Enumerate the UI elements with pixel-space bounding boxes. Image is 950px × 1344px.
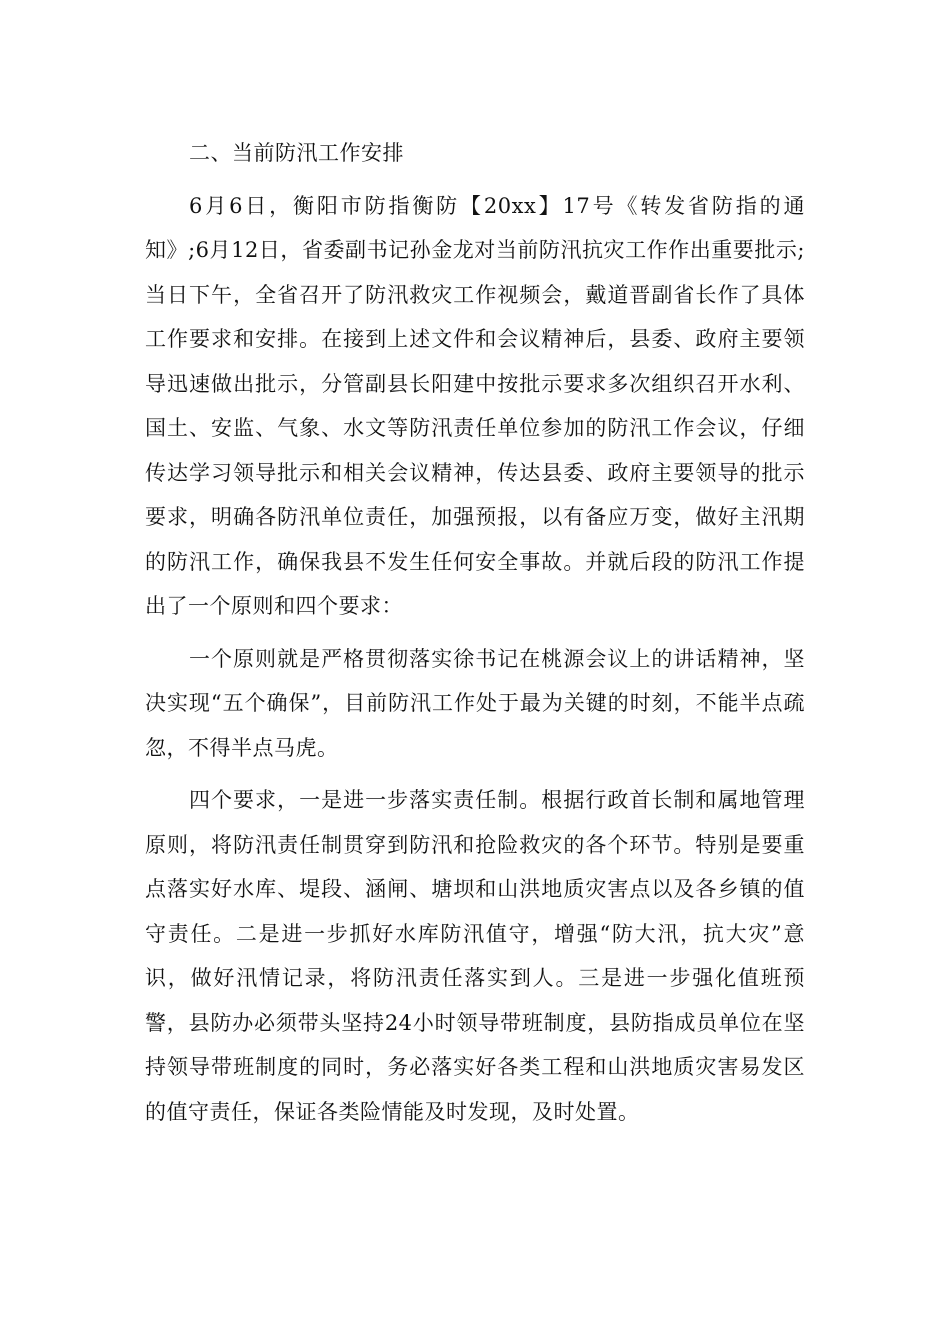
paragraph-notice: 6月6日，衡阳市防指衡防【20xx】17号《转发省防指的通知》;6月12日，省委副书记孙金龙对当前防汛抗灾工作作出重要批示;当日下午，全省召开了防汛救灾工作视频会，戴道晋副省长作了具体工作要求和安排。在接到上述文件和会议精神后，县委、政府主要领导迅速做出批示，分管副县长阳建中按批示要求多次组织召开水利、国土、安监、气象、水文等防汛责任单位参加的防汛工作会议，仔细传达学习领导批示和相关会议精神，传达县委、政府主要领导的批示要求，明确各防汛单位责任，加强预报，以有备应万变，做好主汛期的防汛工作，确保我县不发生任何安全事故。并就后段的防汛工作提出了一个原则和四个要求：: [145, 193, 805, 618]
paragraph-principle: 一个原则就是严格贯彻落实徐书记在桃源会议上的讲话精神，坚决实现“五个确保”，目前防汛工作处于最为关键的时刻，不能半点疏忽，不得半点马虎。: [145, 646, 805, 760]
document-body: [145, 131, 805, 1142]
section-heading: 二、当前防汛工作安排: [189, 141, 404, 165]
paragraph-requirements: 四个要求，一是进一步落实责任制。根据行政首长制和属地管理原则，将防汛责任制贯穿到防汛和抢险救灾的各个环节。特别是要重点落实好水库、堤段、涵闸、塘坝和山洪地质灾害点以及各乡镇的值守责任。二是进一步抓好水库防汛值守，增强“防大汛，抗大灾”意识，做好汛情记录，将防汛责任落实到人。三是进一步强化值班预警，县防办必须带头坚持24小时领导带班制度，县防指成员单位在坚持领导带班制度的同时，务必落实好各类工程和山洪地质灾害易发区的值守责任，保证各类险情能及时发现，及时处置。: [145, 788, 805, 1124]
